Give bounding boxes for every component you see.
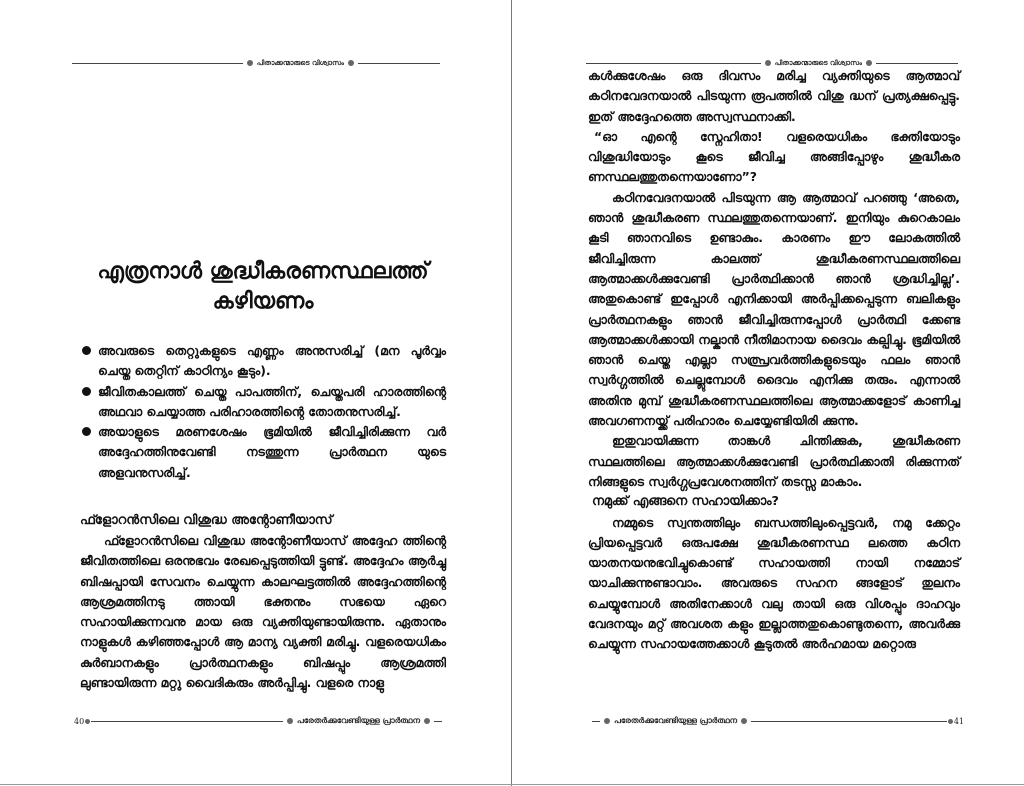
bullet-item	[80, 422, 446, 483]
ornament-dot-icon	[741, 718, 747, 724]
running-footer	[74, 714, 442, 728]
paragraph: ഇതുവായിക്കുന്ന താങ്കൾ ചിന്തിക്കുക, ശുദ്ധീകരണ സ്ഥലത്തിലെ ആത്മാക്കൾക്കുവേണ്ടി പ്രാർത്ഥിക്കാതി രിക്കുന്നത് നിങ്ങളുടെ സ്വർഗ്ഗപ്രവേശനത്തിന് തടസ്സ മാകാം.	[588, 433, 960, 489]
bullet-text: അയാളുടെ മരണശേഷം ഭൂമിയിൽ ജീവിച്ചിരിക്കുന്ന വർ അദ്ദേഹത്തിനുവേണ്ടി നടത്തുന്ന പ്രാർത്ഥന യുടെ അളവനുസരിച്ച്.	[98, 424, 446, 480]
bullet-icon	[82, 427, 91, 436]
bullet-text: ജീവിതകാലത്ത് ചെയ്ത പാപത്തിന്, ചെയ്തപരി ഹാരത്തിന്റെ അഥവാ ചെയ്യാത്ത പരിഹാരത്തിന്റെ തോതനുസരിച്ച്.	[98, 383, 446, 419]
footer-rule	[592, 721, 600, 722]
right-page	[512, 0, 1024, 786]
running-footer-title: പരേതർക്കുവേണ്ടിയുള്ള പ്രാർത്ഥന	[614, 716, 738, 725]
ornament-dot-icon	[424, 718, 430, 724]
ornament-dot-icon	[287, 718, 293, 724]
bullet-list	[80, 341, 446, 483]
running-header-title: പിതാക്കന്മാരുടെ വിശ്വാസം	[774, 58, 862, 67]
chapter-title	[80, 257, 446, 317]
ornament-dot-icon	[247, 60, 253, 66]
running-footer	[592, 714, 964, 728]
footer-rule	[91, 721, 283, 722]
ornament-dot-icon	[948, 719, 953, 724]
chapter-title-line-2: കഴിയണം	[212, 289, 314, 314]
paragraph: ഫ്ളോറൻസിലെ വിശുദ്ധ അന്റോണീയാസ് അദ്ദേഹ ത്തിന്റെ ജീവിതത്തിലെ ഒരനുഭവം രേഖപ്പെടുത്തിയി ട്ടുണ്ട്. അദ്ദേഹം ആർച്ചു ബിഷപ്പായി സേവനം ചെയ്യുന്ന കാലഘട്ടത്തിൽ അദ്ദേഹത്തിന്റെ ആശ്രമത്തിനടു ത്തായി ഭക്തനും സഭയെ ഏറെ സഹായിക്കുന്നവനു മായ ഒരു വ്യക്തിയുണ്ടായിരുന്നു. ഏതാനും നാളുകൾ കഴിഞ്ഞപ്പോൾ ആ മാന്യ വ്യക്തി മരിച്ചു. വളരെയധികം കുർബാനകളും പ്രാർത്ഥനകളും ബിഷപ്പും ആശ്രമത്തി ലുണ്ടായിരുന്ന മറ്റു വൈദികരും അർപ്പിച്ചു. വളരെ നാളു	[80, 533, 446, 691]
paragraph: കൾക്കുശേഷം ഒരു ദിവസം മരിച്ച വ്യക്തിയുടെ ആത്മാവ് കഠിനവേദനയാൽ പിടയുന്ന രൂപത്തിൽ വിശു ദ്ധന് പ്രത്യക്ഷപ്പെട്ടു. ഇത് അദ്ദേഹത്തെ അസ്വസ്ഥനാക്കി.	[588, 68, 960, 124]
bullet-icon	[82, 387, 91, 396]
page-number: 41	[953, 716, 964, 726]
header-rule	[72, 63, 243, 64]
footer-rule	[751, 721, 947, 722]
header-rule	[358, 63, 440, 64]
left-page	[0, 0, 511, 786]
ornament-dot-icon	[604, 718, 610, 724]
sub-heading: നമുക്ക് എങ്ങനെ സഹായിക്കാം?	[592, 494, 779, 510]
bullet-item	[80, 382, 446, 423]
section-heading: ഫ്ളോറൻസിലെ വിശുദ്ധ അന്റോണീയാസ്	[80, 513, 333, 528]
ornament-dot-icon	[85, 719, 90, 724]
running-header	[72, 56, 440, 70]
bullet-icon	[82, 346, 91, 355]
ornament-dot-icon	[348, 60, 354, 66]
running-header-title: പിതാക്കന്മാരുടെ വിശ്വാസം	[256, 58, 344, 67]
running-footer-title: പരേതർക്കുവേണ്ടിയുള്ള പ്രാർത്ഥന	[296, 716, 420, 725]
header-rule	[876, 63, 958, 64]
body-text	[588, 66, 960, 655]
page-bottom-edge	[0, 784, 1024, 785]
footer-rule	[434, 721, 442, 722]
paragraph: “ഓ എന്റെ സ്നേഹിതാ! വളരെയധികം ഭക്തിയോടും വിശുദ്ധിയോടും കൂടെ ജീവിച്ച അങ്ങിപ്പോഴും ശുദ്ധീകര ണസ്ഥലത്തുതന്നെയാണോ”?	[588, 128, 960, 185]
paragraph: കഠിനവേദനയാൽ പിടയുന്ന ആ ആത്മാവ് പറഞ്ഞു ‘അതെ, ഞാൻ ശുദ്ധീകരണ സ്ഥലത്തുതന്നെയാണ്. ഇനിയും കുറെകാലം കൂടി ഞാനവിടെ ഉണ്ടാകും. കാരണം ഈ ലോകത്തിൽ ജീവിച്ചിരുന്ന കാലത്ത് ശുദ്ധീകരണസ്ഥലത്തിലെ ആത്മാക്കൾക്കുവേണ്ടി പ്രാർത്ഥിക്കാൻ ഞാൻ ശ്രദ്ധിച്ചില്ല’. അതുകൊണ്ട് ഇപ്പോൾ എനിക്കായി അർപ്പിക്കപ്പെടുന്ന ബലികളും പ്രാർത്ഥനകളും ഞാൻ ജീവിച്ചിരുന്നപ്പോൾ പ്രാർത്ഥി ക്കേണ്ട ആത്മാക്കൾക്കായി നല്കാൻ നീതിമാനായ ദൈവം കല്പിച്ചു. ഭൂമിയിൽ ഞാൻ ചെയ്ത എല്ലാ സത്പ്രവർത്തികളുടെയും ഫലം ഞാൻ സ്വർഗ്ഗത്തിൽ ചെല്ലുമ്പോൾ ദൈവം എനിക്കു തരും. എന്നാൽ അതിനു മുമ്പ് ശുദ്ധീകരണസ്ഥലത്തിലെ ആത്മാക്കളോട് കാണിച്ച അവഗണനയ്ക്ക് പരിഹാരം ചെയ്യേണ്ടിയിരി ക്കുന്നു.	[588, 189, 960, 429]
page-number: 40	[74, 716, 85, 726]
body-text	[80, 531, 446, 693]
bullet-item	[80, 341, 446, 382]
bullet-text: അവരുടെ തെറ്റുകളുടെ എണ്ണം അനുസരിച്ച് (മന പൂർവ്വം ചെയ്ത തെറ്റിന് കാഠിന്യം കൂടും).	[98, 343, 446, 379]
chapter-title-line-1: എത്രനാൾ ശുദ്ധീകരണസ്ഥലത്ത്	[97, 259, 429, 284]
paragraph: നമ്മുടെ സ്വന്തത്തിലും ബന്ധത്തിലുംപ്പെട്ടവർ, നമു ക്കേറ്റം പ്രിയപ്പെട്ടവർ ഒരുപക്ഷേ ശുദ്ധീകരണസ്ഥ ലത്തെ കഠിന യാതനയനുഭവിച്ചുകൊണ്ട് സഹായത്തി നായി നമ്മോട് യാചിക്കുന്നുണ്ടാവാം. അവരുടെ സഹന ങ്ങളോട് തുലനം ചെയ്യുമ്പോൾ അതിനേക്കാൾ വലു തായി ഒരു വിശപ്പും ദാഹവും വേദനയും മറ്റ് അവശത കളും ഇല്ലാത്തതുകൊണ്ടുതന്നെ, അവർക്കു ചെയ്യുന്ന സഹായത്തേക്കാൾ കൂടുതൽ അർഹമായ മറ്റൊരു	[588, 514, 960, 652]
header-rule	[586, 63, 761, 64]
